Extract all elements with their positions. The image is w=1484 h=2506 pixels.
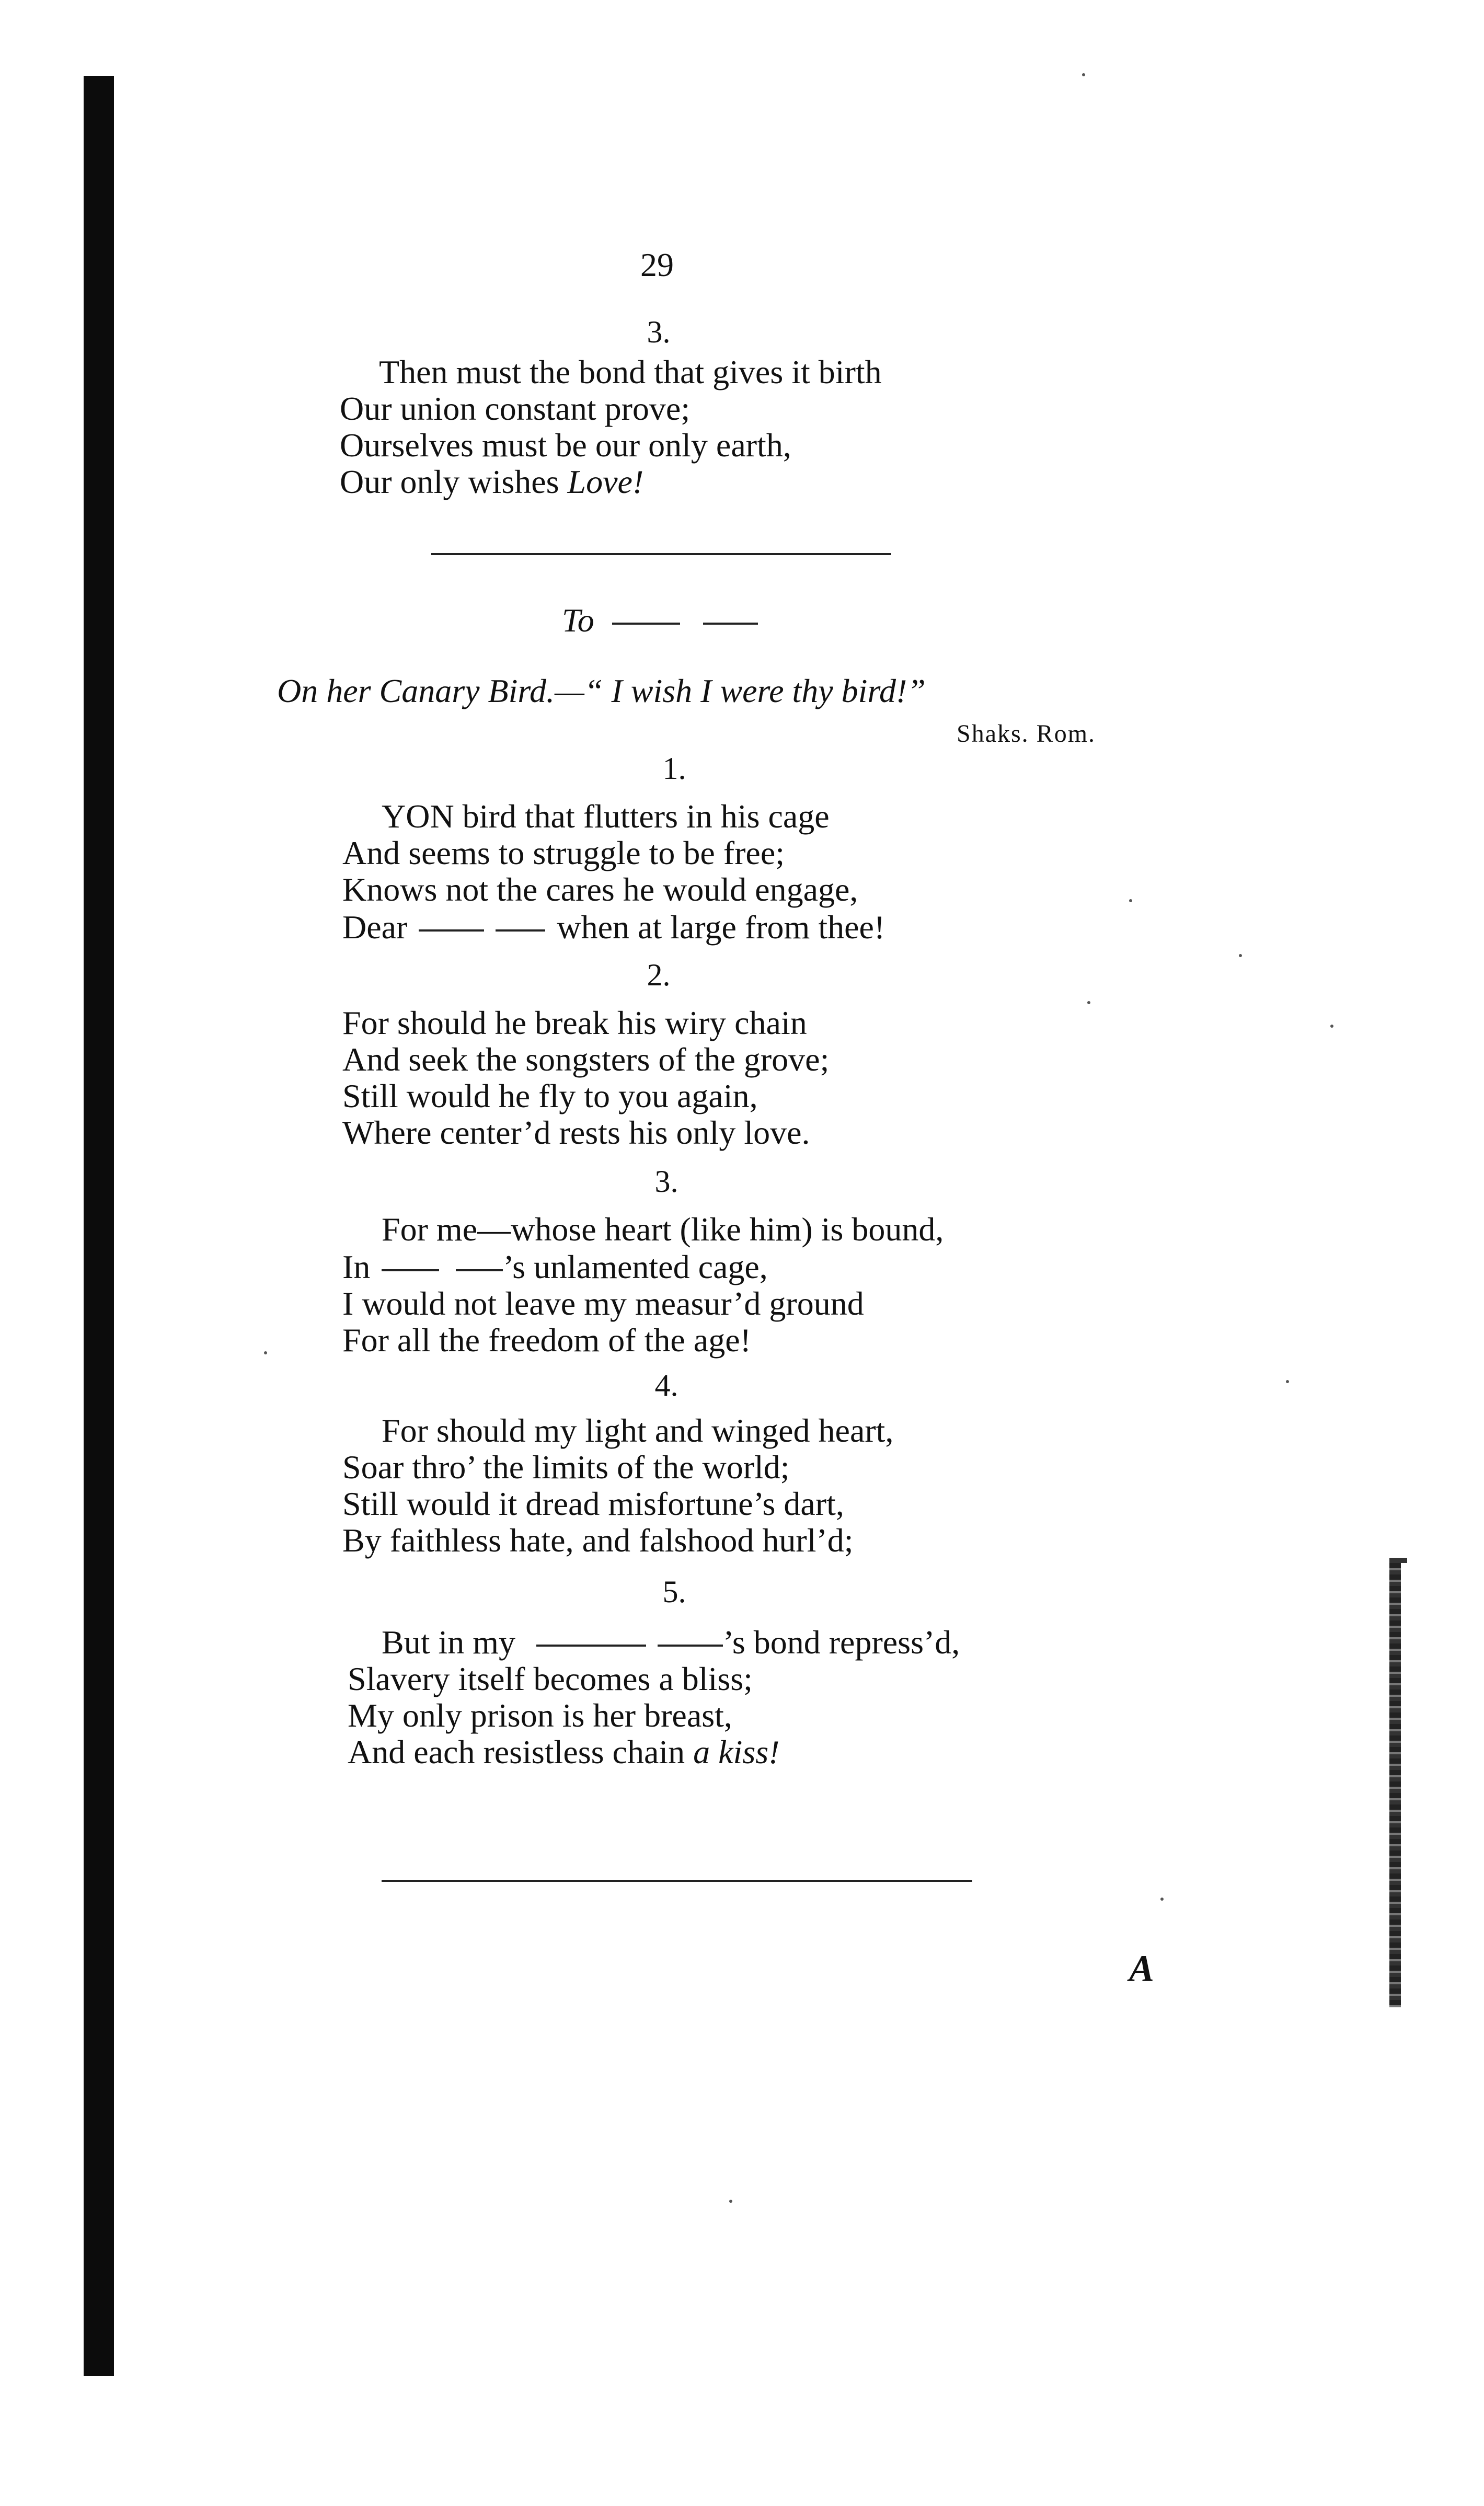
verse-line: I would not leave my measur’d ground [342, 1285, 864, 1322]
verse-line [342, 1250, 768, 1284]
stanza-number: 3. [654, 1164, 678, 1199]
paper-speck [1082, 73, 1085, 76]
page-edge-strip [1389, 1563, 1401, 2007]
name-blank [496, 929, 545, 932]
binding-shadow [84, 76, 114, 2376]
verse-text: ’s bond repress’d, [723, 1624, 960, 1661]
italic-word: Love! [567, 463, 644, 500]
verse-line [348, 1735, 779, 1769]
verse-line: Our union constant prove; [340, 390, 691, 427]
verse-line: Still would it dread misfortune’s dart, [342, 1485, 844, 1522]
title-to: To [562, 602, 594, 639]
section-rule [431, 553, 891, 555]
catchword: A [1129, 1948, 1155, 1990]
page-edge-mark [1389, 1558, 1407, 1563]
attribution: Shaks. Rom. [957, 720, 1096, 748]
stanza-number: 3. [647, 315, 671, 349]
paper-speck [1087, 1001, 1090, 1004]
verse-line: And seek the songsters of the grove; [342, 1041, 830, 1078]
name-blank [382, 1269, 439, 1271]
verse-line: YON bird that flutters in his cage [382, 798, 830, 835]
name-blank [703, 623, 758, 625]
paper-speck [264, 1351, 267, 1354]
paper-speck [1129, 899, 1132, 902]
paper-speck [1286, 1380, 1289, 1383]
stanza-number: 1. [662, 751, 686, 786]
verse-line: My only prison is her breast, [348, 1697, 732, 1734]
verse-line: For all the freedom of the age! [342, 1321, 751, 1359]
verse-line [382, 1626, 960, 1659]
verse-text: In [342, 1248, 371, 1285]
paper-speck [1330, 1025, 1333, 1028]
verse-text: when at large from thee! [557, 909, 885, 946]
name-blank [419, 929, 484, 932]
verse-line: Where center’d rests his only love. [342, 1114, 810, 1151]
verse-line: Then must the bond that gives it birth [379, 353, 882, 390]
paper-speck [1160, 1898, 1164, 1901]
verse-line: For me—whose heart (like him) is bound, [382, 1211, 944, 1248]
verse-line [340, 465, 643, 499]
name-blank [612, 623, 680, 625]
name-blank [536, 1645, 646, 1647]
verse-line [342, 911, 885, 944]
verse-text: And each resistless chain [348, 1733, 694, 1771]
verse-text: ’s unlamented cage, [503, 1248, 768, 1285]
verse-line: Still would he fly to you again, [342, 1077, 758, 1114]
stanza-number: 5. [662, 1574, 686, 1609]
name-blank [456, 1269, 503, 1271]
verse-line: For should my light and winged heart, [382, 1412, 894, 1449]
poem-subtitle: On her Canary Bird.—“ I wish I were thy bird!” [277, 672, 926, 709]
verse-text: Our only wishes [340, 463, 568, 500]
verse-line: Knows not the cares he would engage, [342, 871, 858, 908]
stanza-number: 2. [647, 958, 671, 992]
verse-text: Dear [342, 909, 408, 946]
page-number: 29 [640, 246, 674, 283]
paper-speck [1239, 954, 1242, 957]
name-blank [658, 1645, 723, 1647]
italic-word: a kiss! [693, 1733, 780, 1771]
closing-rule [382, 1880, 972, 1882]
verse-text: But in my [382, 1624, 516, 1661]
verse-line: For should he break his wiry chain [342, 1004, 807, 1041]
verse-line: By faithless hate, and falshood hurl’d; [342, 1522, 854, 1559]
verse-line: Ourselves must be our only earth, [340, 427, 791, 464]
verse-line: Slavery itself becomes a bliss; [348, 1660, 753, 1697]
verse-line: Soar thro’ the limits of the world; [342, 1449, 790, 1486]
paper-speck [729, 2200, 732, 2203]
stanza-number: 4. [654, 1368, 678, 1403]
poem-title [562, 604, 769, 637]
verse-line: And seems to struggle to be free; [342, 834, 785, 871]
